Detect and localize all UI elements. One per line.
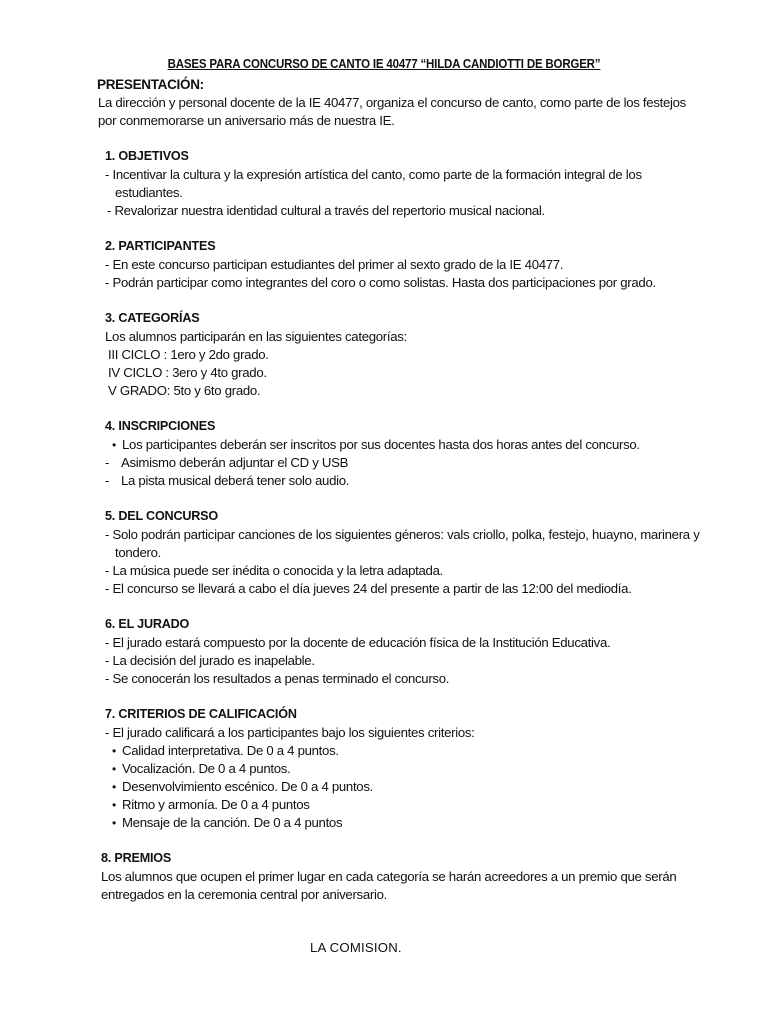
objetivos-item-1-cont: estudiantes. (115, 185, 183, 200)
inscripciones-item-3 (105, 472, 707, 490)
objetivos-item-1: - Incentivar la cultura y la expresión artística del canto, como parte de la formación integral de los (105, 167, 642, 182)
signature-line: LA COMISION. (310, 940, 402, 955)
concurso-item-2: - La música puede ser inédita o conocida y la letra adaptada. (105, 563, 443, 578)
concurso-item-1-cont: tondero. (115, 545, 161, 560)
inscripciones-item-1: • Los participantes deberán ser inscritos por sus docentes hasta dos horas antes del concurso. (112, 436, 707, 454)
inscripciones-item-2-text: Asimismo deberán adjuntar el CD y USB (121, 455, 349, 470)
inscripciones-heading: 4. INSCRIPCIONES (105, 419, 216, 433)
section-objetivos (105, 147, 707, 220)
criterio-item: • Desenvolvimiento escénico. De 0 a 4 puntos. (112, 778, 707, 796)
participantes-item-2: - Podrán participar como integrantes del coro o como solistas. Hasta dos participaciones por grado. (105, 275, 656, 290)
criterios-intro: - El jurado calificará a los participantes bajo los siguientes criterios: (105, 725, 475, 740)
section-participantes (105, 237, 707, 292)
section-concurso (105, 507, 707, 598)
document-body (97, 76, 707, 904)
jurado-heading: 6. EL JURADO (105, 617, 190, 631)
section-inscripciones (105, 417, 707, 490)
section-jurado (105, 615, 707, 688)
criterio-item: • Calidad interpretativa. De 0 a 4 puntos. (112, 742, 707, 760)
inscripciones-item-3-text: La pista musical deberá tener solo audio. (121, 473, 350, 488)
concurso-item-3: - El concurso se llevará a cabo el día jueves 24 del presente a partir de las 12:00 del mediodía. (105, 581, 632, 596)
categoria-v-grado: V GRADO: 5to y 6to grado. (108, 383, 261, 398)
presentation-text: La dirección y personal docente de la IE 40477, organiza el concurso de canto, como parte de los festejos por conmemorarse un aniversario más de nuestra IE. (98, 95, 686, 128)
concurso-item-1: - Solo podrán participar canciones de los siguientes géneros: vals criollo, polka, festejo, huayno, marinera y (105, 527, 700, 542)
concurso-heading: 5. DEL CONCURSO (105, 509, 218, 523)
presentation-heading: PRESENTACIÓN: (97, 77, 204, 92)
criterio-item: • Mensaje de la canción. De 0 a 4 puntos (112, 814, 707, 832)
section-premios (101, 849, 707, 904)
jurado-item-2: - La decisión del jurado es inapelable. (105, 653, 315, 668)
categorias-heading: 3. CATEGORÍAS (105, 311, 200, 325)
participantes-heading: 2. PARTICIPANTES (105, 239, 216, 253)
section-criterios (105, 705, 707, 832)
jurado-item-3: - Se conocerán los resultados a penas terminado el concurso. (105, 671, 450, 686)
criterio-item: • Ritmo y armonía. De 0 a 4 puntos (112, 796, 707, 814)
criterios-heading: 7. CRITERIOS DE CALIFICACIÓN (105, 707, 297, 721)
dash-marker: - (105, 455, 110, 470)
inscripciones-item-2 (105, 454, 707, 472)
participantes-item-1: - En este concurso participan estudiantes del primer al sexto grado de la IE 40477. (105, 257, 564, 272)
objetivos-item-2: - Revalorizar nuestra identidad cultural a través del repertorio musical nacional. (107, 203, 545, 218)
dash-marker: - (105, 473, 110, 488)
jurado-item-1: - El jurado estará compuesto por la docente de educación física de la Institución Educativa. (105, 635, 611, 650)
section-categorias (105, 309, 707, 400)
categorias-intro: Los alumnos participarán en las siguientes categorías: (105, 329, 407, 344)
premios-heading: 8. PREMIOS (101, 851, 172, 865)
objetivos-heading: 1. OBJETIVOS (105, 149, 189, 163)
categoria-iii-ciclo: III CICLO : 1ero y 2do grado. (108, 347, 269, 362)
categoria-iv-ciclo: IV CICLO : 3ero y 4to grado. (108, 365, 267, 380)
document-title: BASES PARA CONCURSO DE CANTO IE 40477 “HILDA CANDIOTTI DE BORGER” (167, 57, 601, 71)
criterio-item: • Vocalización. De 0 a 4 puntos. (112, 760, 707, 778)
premios-text: Los alumnos que ocupen el primer lugar en cada categoría se harán acreedores a un premio que serán entregados en la ceremonia central por aniversario. (101, 869, 677, 902)
